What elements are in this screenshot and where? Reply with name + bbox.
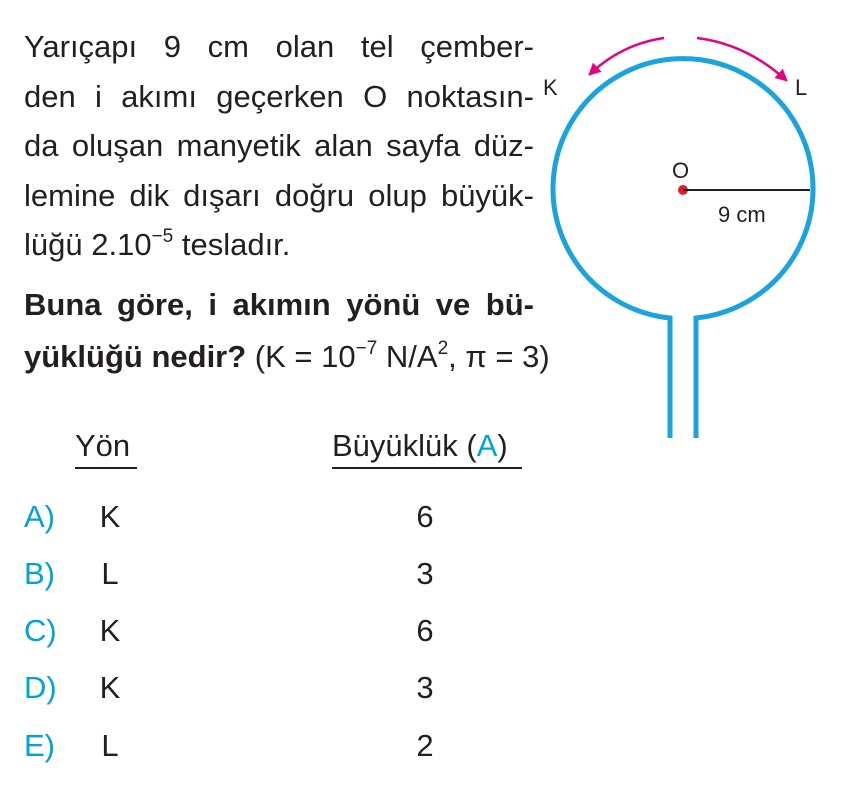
- option-letter: B): [24, 556, 55, 591]
- magnitude-header-unit: A: [476, 428, 498, 463]
- k-constant: (K = 10: [246, 339, 356, 374]
- question-line-2: den i akımı geçerken O noktasın-: [24, 78, 534, 114]
- option-direction: L: [101, 556, 119, 591]
- question-line-1: Yarıçapı 9 cm olan tel çember-: [24, 29, 534, 64]
- option-direction: K: [99, 499, 121, 534]
- option-value: 3: [416, 556, 434, 591]
- pi-value: , π = 3): [448, 339, 550, 374]
- label-o: O: [672, 158, 690, 183]
- option-direction: K: [99, 670, 121, 705]
- option-value: 6: [416, 613, 434, 648]
- question-line-5-suffix: tesladır.: [173, 227, 291, 262]
- k-unit: N/A: [377, 339, 438, 374]
- option-letter: A): [24, 499, 55, 534]
- prompt-line-1: Buna göre, i akımın yönü ve bü-: [24, 287, 534, 322]
- label-l: L: [795, 75, 808, 100]
- radius-label: 9 cm: [718, 202, 766, 227]
- magnitude-header-close: ): [497, 428, 508, 463]
- label-k: K: [543, 75, 558, 100]
- exponent: −5: [151, 225, 174, 247]
- option-value: 2: [416, 728, 434, 763]
- magnitude-header-text: Büyüklük (: [332, 428, 477, 463]
- option-letter: E): [24, 728, 55, 763]
- unit-exponent: 2: [437, 337, 449, 359]
- option-value: 3: [416, 670, 434, 705]
- column-header-direction: Yön: [75, 428, 131, 463]
- question-line-3: da oluşan manyetik alan sayfa düz-: [24, 128, 534, 163]
- option-value: 6: [416, 499, 434, 534]
- prompt-line-2-bold: yüklüğü nedir?: [24, 339, 247, 374]
- wire-loop: [553, 59, 813, 438]
- option-letter: C): [24, 613, 57, 648]
- option-direction: K: [99, 613, 121, 648]
- question-line-5-prefix: lüğü 2.10: [24, 227, 152, 262]
- option-direction: L: [101, 728, 119, 763]
- k-exponent: −7: [355, 337, 378, 359]
- option-letter: D): [24, 670, 57, 705]
- question-line-4: lemine dik dışarı doğru olup büyük-: [24, 177, 534, 213]
